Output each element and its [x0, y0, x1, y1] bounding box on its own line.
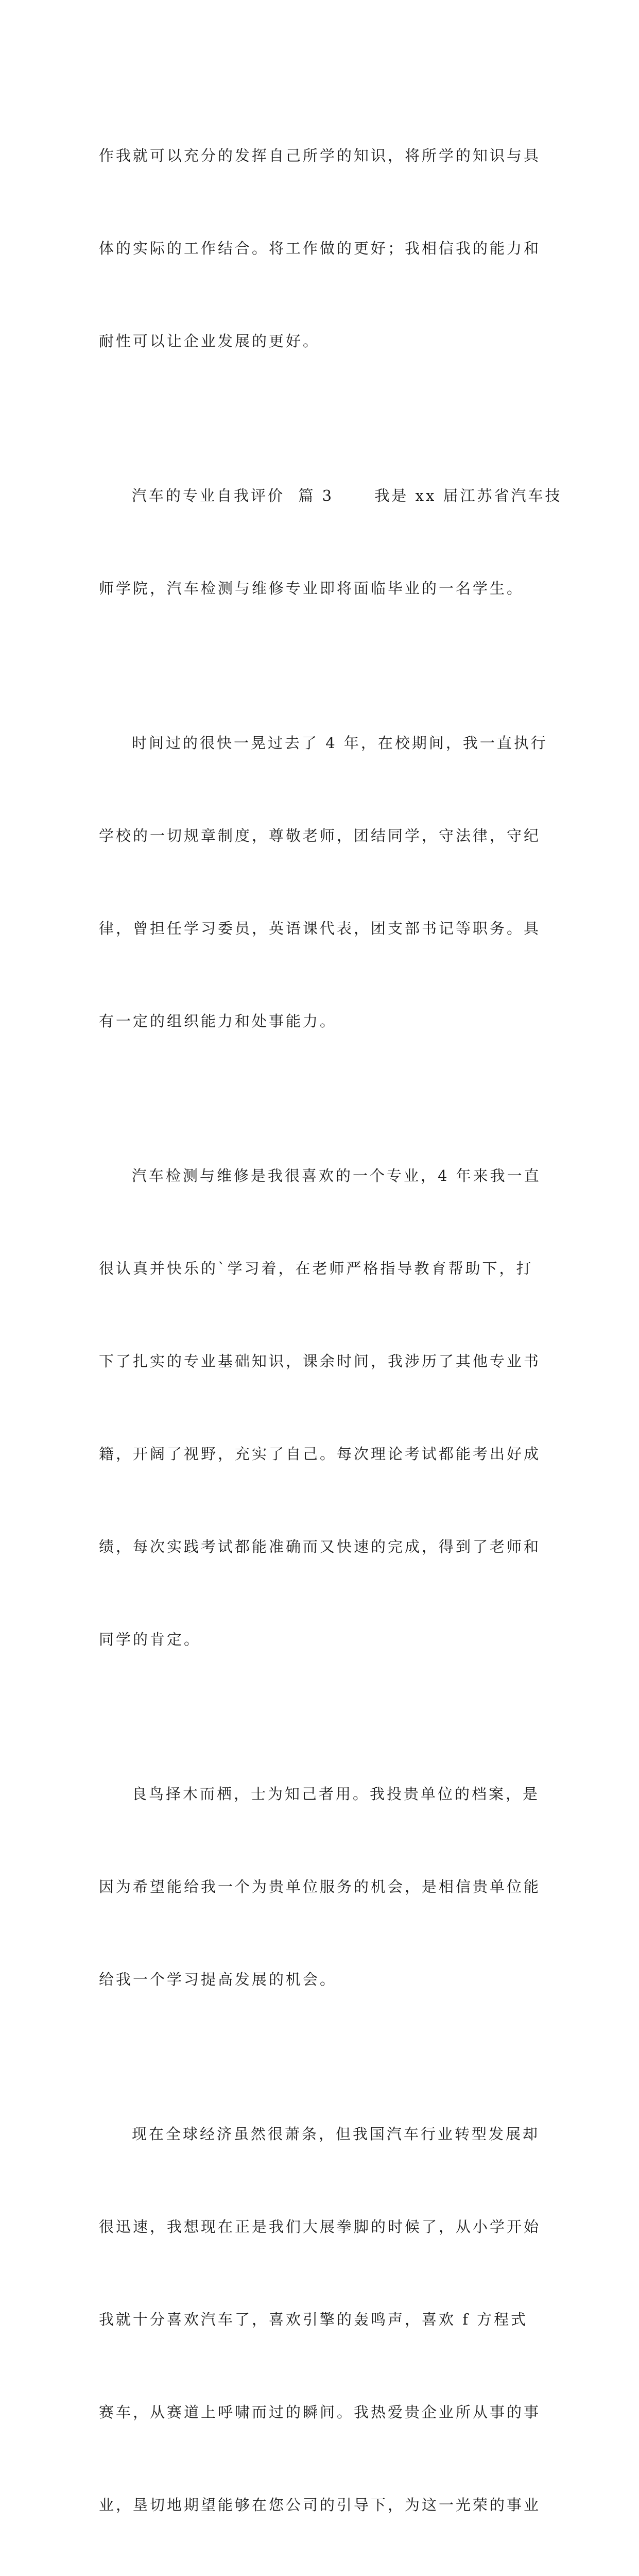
paragraph-line: 业，垦切地期望能够在您公司的引导下，为这一光荣的事业: [99, 2496, 541, 2514]
paragraph-line: 很认真并快乐的`学习着，在老师严格指导教育帮助下，打: [99, 1260, 533, 1277]
paragraph-line: 作我就可以充分的发挥自己所学的知识，将所学的知识与具: [99, 147, 541, 164]
paragraph-line: 时间过的很快一晃过去了 4 年，在校期间，我一直执行: [132, 734, 548, 752]
paragraph-line: 体的实际的工作结合。将工作做的更好；我相信我的能力和: [99, 240, 541, 257]
paragraph-4: [99, 1098, 542, 1717]
section-heading-line: 汽车的专业自我评价 篇 3 我是 xx 届江苏省汽车技: [132, 487, 562, 504]
paragraph-line: 因为希望能给我一个为贵单位服务的机会，是相信贵单位能: [99, 1878, 541, 1895]
paragraph-line: 汽车检测与维修是我很喜欢的一个专业，4 年来我一直: [132, 1167, 541, 1184]
paragraph-2: [99, 418, 562, 666]
paragraph-line: 我就十分喜欢汽车了，喜欢引擎的轰鸣声，喜欢 f 方程式: [99, 2311, 528, 2328]
paragraph-6: [99, 2057, 542, 2576]
paragraph-line: 耐性可以让企业发展的更好。: [99, 332, 320, 350]
paragraph-line: 很迅速，我想现在正是我们大展拳脚的时候了，从小学开始: [99, 2218, 541, 2235]
document-body: [99, 78, 562, 2576]
paragraph-line: 现在全球经济虽然很萧条，但我国汽车行业转型发展却: [132, 2125, 540, 2143]
paragraph-line: 下了扎实的专业基础知识，课余时间，我涉历了其他专业书: [99, 1352, 541, 1370]
paragraph-line: 给我一个学习提高发展的机会。: [99, 1971, 337, 1988]
paragraph-line: 赛车，从赛道上呼啸而过的瞬间。我热爱贵企业所从事的事: [99, 2403, 541, 2421]
paragraph-line: 律，曾担任学习委员，英语课代表，团支部书记等职务。具: [99, 920, 541, 937]
paragraph-5: [99, 1717, 542, 2057]
paragraph-line: 有一定的组织能力和处事能力。: [99, 1012, 337, 1030]
paragraph-3: [99, 666, 548, 1098]
paragraph-line: 学校的一切规章制度，尊敬老师，团结同学，守法律，守纪: [99, 827, 541, 844]
paragraph-line: 同学的肯定。: [99, 1631, 201, 1648]
paragraph-line: 绩，每次实践考试都能准确而又快速的完成，得到了老师和: [99, 1538, 541, 1555]
paragraph-line: 籍，开阔了视野，充实了自己。每次理论考试都能考出好成: [99, 1445, 541, 1463]
paragraph-1: [99, 78, 542, 418]
paragraph-line: 良鸟择木而栖，士为知己者用。我投贵单位的档案，是: [132, 1785, 540, 1803]
paragraph-line: 师学院，汽车检测与维修专业即将面临毕业的一名学生。: [99, 580, 524, 597]
